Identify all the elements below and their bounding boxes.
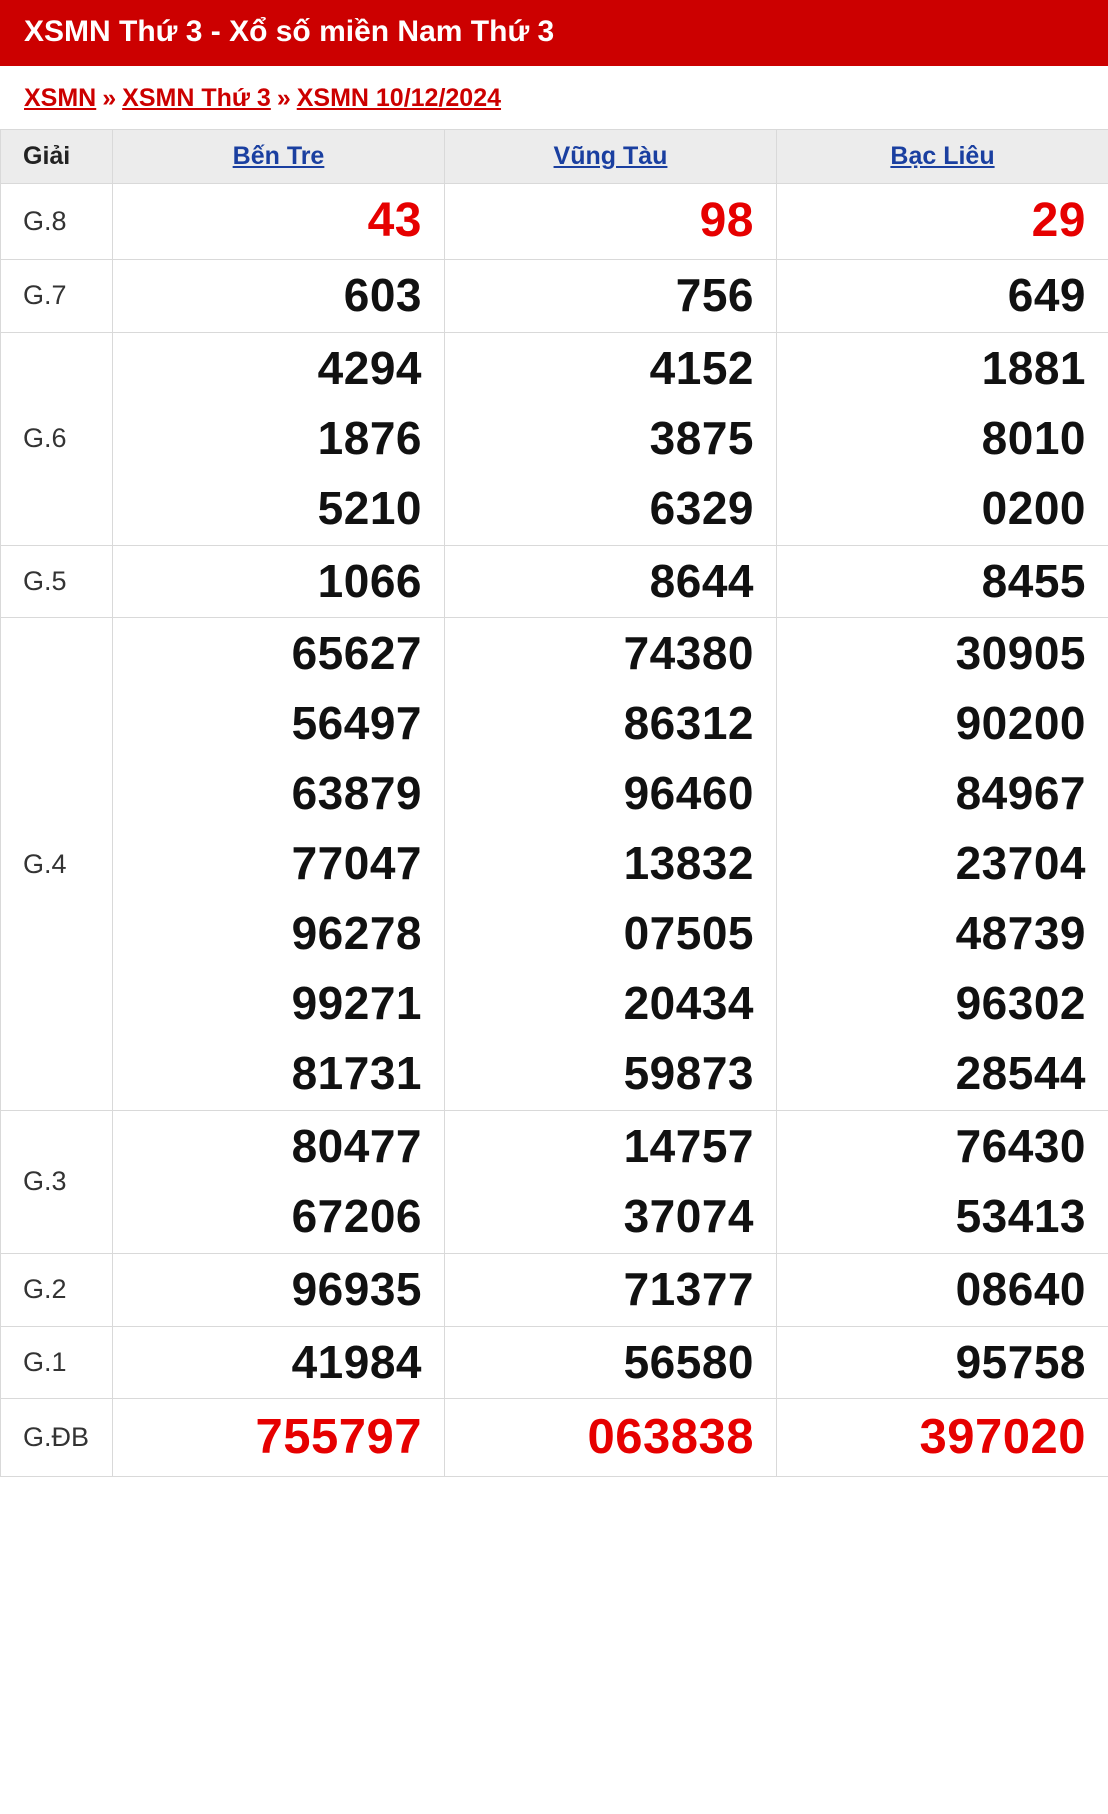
- number: 6329: [649, 481, 754, 534]
- prize-numbers-vung-tau: [445, 184, 777, 260]
- prize-numbers-ben-tre: [113, 545, 445, 618]
- number: 20434: [623, 977, 754, 1030]
- column-header-vung-tau: [445, 130, 777, 184]
- number: 56580: [623, 1335, 754, 1388]
- prize-numbers-ben-tre: [113, 1326, 445, 1399]
- number: 755797: [255, 1410, 422, 1465]
- number: 3875: [649, 411, 754, 464]
- breadcrumb-separator-2: »: [276, 84, 291, 112]
- number: 41984: [291, 1335, 422, 1388]
- prize-numbers-bac-lieu: [777, 545, 1108, 618]
- prize-label: G.ĐB: [1, 1399, 113, 1476]
- prize-label: G.1: [1, 1326, 113, 1399]
- number: 63879: [291, 767, 422, 820]
- number: 4152: [649, 341, 754, 394]
- breadcrumb-item-xsmn[interactable]: XSMN: [24, 84, 97, 112]
- prize-numbers-bac-lieu: [777, 1326, 1108, 1399]
- number: 1881: [981, 341, 1086, 394]
- table-header: [1, 130, 1108, 184]
- prize-numbers-vung-tau: [445, 1253, 777, 1326]
- table-row: [1, 618, 1108, 1110]
- number: 5210: [317, 481, 422, 534]
- prize-numbers-bac-lieu: [777, 332, 1108, 545]
- prize-numbers-bac-lieu: [777, 1399, 1108, 1476]
- number: 96460: [623, 767, 754, 820]
- prize-numbers-ben-tre: [113, 618, 445, 1110]
- number: 07505: [623, 907, 754, 960]
- number: 4294: [317, 341, 422, 394]
- column-header-bac-lieu: [777, 130, 1108, 184]
- number: 0200: [981, 481, 1086, 534]
- prize-numbers-ben-tre: [113, 259, 445, 332]
- number: 23704: [955, 837, 1086, 890]
- prize-numbers-bac-lieu: [777, 1253, 1108, 1326]
- prize-numbers-vung-tau: [445, 1399, 777, 1476]
- number: 43: [367, 194, 422, 247]
- table-row: [1, 332, 1108, 545]
- number: 8010: [981, 411, 1086, 464]
- table-row: [1, 545, 1108, 618]
- number: 96278: [291, 907, 422, 960]
- breadcrumb-item-date[interactable]: XSMN 10/12/2024: [296, 84, 502, 112]
- lottery-result-table: [0, 129, 1108, 1477]
- number: 48739: [955, 907, 1086, 960]
- number: 71377: [623, 1262, 754, 1315]
- table-row: [1, 259, 1108, 332]
- prize-numbers-bac-lieu: [777, 259, 1108, 332]
- prize-numbers-vung-tau: [445, 259, 777, 332]
- number: 063838: [587, 1410, 754, 1465]
- number: 53413: [955, 1189, 1086, 1242]
- number: 67206: [291, 1189, 422, 1242]
- number: 1066: [317, 554, 422, 607]
- number: 99271: [291, 977, 422, 1030]
- number: 95758: [955, 1335, 1086, 1388]
- prize-label: G.8: [1, 184, 113, 260]
- number: 8455: [981, 554, 1086, 607]
- number: 13832: [623, 837, 754, 890]
- column-header-prize: Giải: [1, 130, 113, 184]
- breadcrumb: [0, 66, 1108, 129]
- table-row: [1, 1110, 1108, 1253]
- number: 81731: [291, 1046, 422, 1099]
- number: 96302: [955, 977, 1086, 1030]
- prize-numbers-vung-tau: [445, 545, 777, 618]
- column-header-ben-tre: [113, 130, 445, 184]
- breadcrumb-item-xsmn-thu-3[interactable]: XSMN Thứ 3: [122, 84, 271, 112]
- table-row: [1, 1253, 1108, 1326]
- number: 59873: [623, 1046, 754, 1099]
- table-row: [1, 184, 1108, 260]
- prize-numbers-vung-tau: [445, 1326, 777, 1399]
- number: 14757: [623, 1119, 754, 1172]
- number: 56497: [291, 697, 422, 750]
- prize-numbers-vung-tau: [445, 618, 777, 1110]
- prize-numbers-vung-tau: [445, 1110, 777, 1253]
- table-body: [1, 184, 1108, 1477]
- number: 29: [1031, 194, 1086, 247]
- prize-numbers-bac-lieu: [777, 1110, 1108, 1253]
- number: 603: [343, 268, 422, 321]
- number: 649: [1007, 268, 1086, 321]
- number: 96935: [291, 1262, 422, 1315]
- number: 756: [675, 268, 754, 321]
- number: 37074: [623, 1189, 754, 1242]
- table-row: [1, 1399, 1108, 1476]
- table-header-row: [1, 130, 1108, 184]
- prize-numbers-bac-lieu: [777, 618, 1108, 1110]
- breadcrumb-separator-1: »: [102, 84, 117, 112]
- number: 90200: [955, 697, 1086, 750]
- number: 98: [699, 194, 754, 247]
- number: 80477: [291, 1119, 422, 1172]
- prize-numbers-ben-tre: [113, 1110, 445, 1253]
- prize-numbers-ben-tre: [113, 1399, 445, 1476]
- number: 30905: [955, 627, 1086, 680]
- number: 08640: [955, 1262, 1086, 1315]
- number: 86312: [623, 697, 754, 750]
- number: 74380: [623, 627, 754, 680]
- table-row: [1, 1326, 1108, 1399]
- prize-label: G.2: [1, 1253, 113, 1326]
- prize-label: G.3: [1, 1110, 113, 1253]
- number: 1876: [317, 411, 422, 464]
- number: 77047: [291, 837, 422, 890]
- prize-numbers-ben-tre: [113, 184, 445, 260]
- number: 65627: [291, 627, 422, 680]
- prize-label: G.4: [1, 618, 113, 1110]
- prize-label: G.5: [1, 545, 113, 618]
- prize-label: G.7: [1, 259, 113, 332]
- prize-numbers-ben-tre: [113, 332, 445, 545]
- prize-numbers-bac-lieu: [777, 184, 1108, 260]
- number: 8644: [649, 554, 754, 607]
- number: 397020: [919, 1410, 1086, 1465]
- province-link-ben-tre[interactable]: Bến Tre: [232, 142, 325, 170]
- number: 28544: [955, 1046, 1086, 1099]
- province-link-bac-lieu[interactable]: Bạc Liêu: [890, 142, 995, 170]
- prize-label: G.6: [1, 332, 113, 545]
- number: 76430: [955, 1119, 1086, 1172]
- page-title: XSMN Thứ 3 - Xổ số miền Nam Thứ 3: [0, 0, 1108, 66]
- number: 84967: [955, 767, 1086, 820]
- prize-numbers-ben-tre: [113, 1253, 445, 1326]
- province-link-vung-tau[interactable]: Vũng Tàu: [553, 142, 668, 170]
- prize-numbers-vung-tau: [445, 332, 777, 545]
